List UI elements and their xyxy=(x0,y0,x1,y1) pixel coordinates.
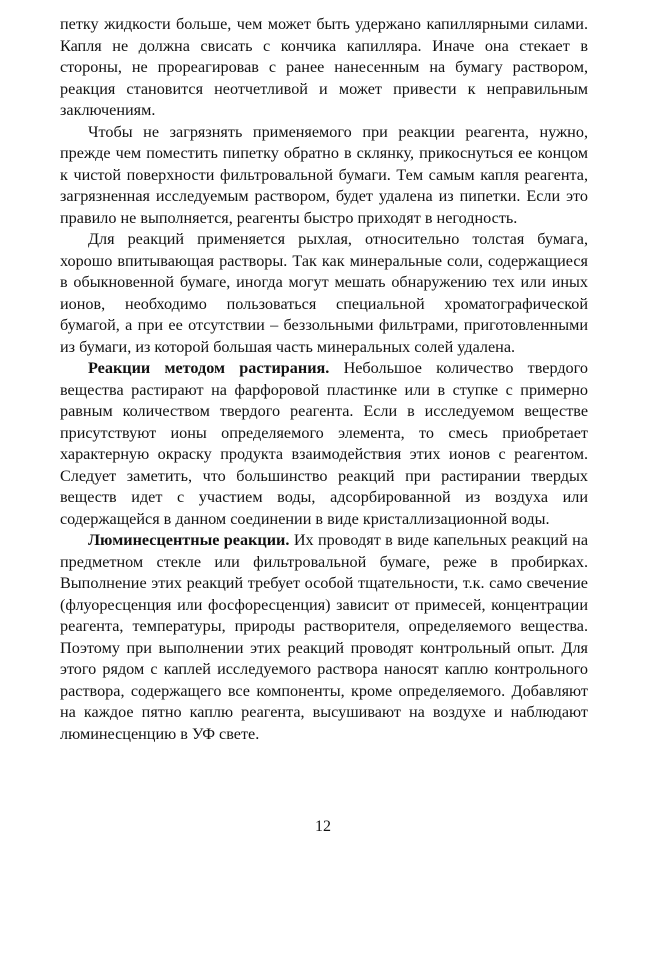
paragraph-text: Их проводят в виде капельных реакций на предметном стекле или фильтровальной бумаге, реже в пробирках. Выполнение этих реакций требует особой тщательности, т.к. само свечение (флуоресценция или фосфоресценция) зависит от примесей, концентрации реагента, температуры, природы растворителя, определяемого вещества. Поэтому при выполнении этих реакций проводят контрольный опыт. Для этого рядом с каплей исследуемого раствора наносят каплю контрольного раствора, содержащего все компоненты, кроме определяемого. Добавляют на каждое пятно каплю реагента, высушивают на воздухе и наблюдают люминесценцию в УФ свете. xyxy=(60,531,588,743)
page-body xyxy=(60,14,588,745)
paragraph-text: Чтобы не загрязнять применяемого при реакции реагента, нужно, прежде чем поместить пипетку обратно в склянку, прикоснуться ее концом к чистой поверхности фильтровальной бумаги. Тем самым капля реагента, загрязненная исследуемым раствором, будет удалена из пипетки. Если это правило не выполняется, реагенты быстро приходят в негодность. xyxy=(60,122,588,227)
paragraph-text: Для реакций применяется рыхлая, относительно толстая бумага, хорошо впитывающая растворы. Так как минеральные соли, содержащиеся в обыкновенной бумаге, иногда могут мешать обнаружению тех или иных ионов, необходимо пользоваться специальной хроматографической бумагой, а при ее отсутствии – беззольными фильтрами, приготовленными из бумаги, из которой большая часть минеральных солей удалена. xyxy=(60,230,588,356)
paragraph-reagent-purity xyxy=(60,122,588,230)
paragraph-continuation xyxy=(60,14,588,122)
paragraph-heading: Реакции методом растирания. xyxy=(88,359,330,377)
page-number: 12 xyxy=(315,818,331,835)
paragraph-text: петку жидкости больше, чем может быть удержано капиллярными силами. Капля не должна свисать с кончика капилляра. Иначе она стекает в стороны, не прореагировав с ранее нанесенным на бумагу раствором, реакция становится неотчетливой и может привести к неправильным заключениям. xyxy=(60,15,588,119)
paragraph-luminescent-reactions xyxy=(60,530,588,745)
paragraph-heading: Люминесцентные реакции. xyxy=(88,531,290,549)
paragraph-grinding-reactions xyxy=(60,358,588,530)
paragraph-paper xyxy=(60,229,588,358)
paragraph-text: Небольшое количество твердого вещества растирают на фарфоровой пластинке или в ступке с примерно равным количеством твердого реагента. Если в исследуемом веществе присутствуют ионы определяемого элемента, то смесь приобретает характерную окраску продукта взаимодействия этих ионов с реагентом. Следует заметить, что большинство реакций при растирании твердых веществ идет с участием воды, адсорбированной из воздуха или содержащейся в данном соединении в виде кристаллизационной воды. xyxy=(60,359,588,528)
